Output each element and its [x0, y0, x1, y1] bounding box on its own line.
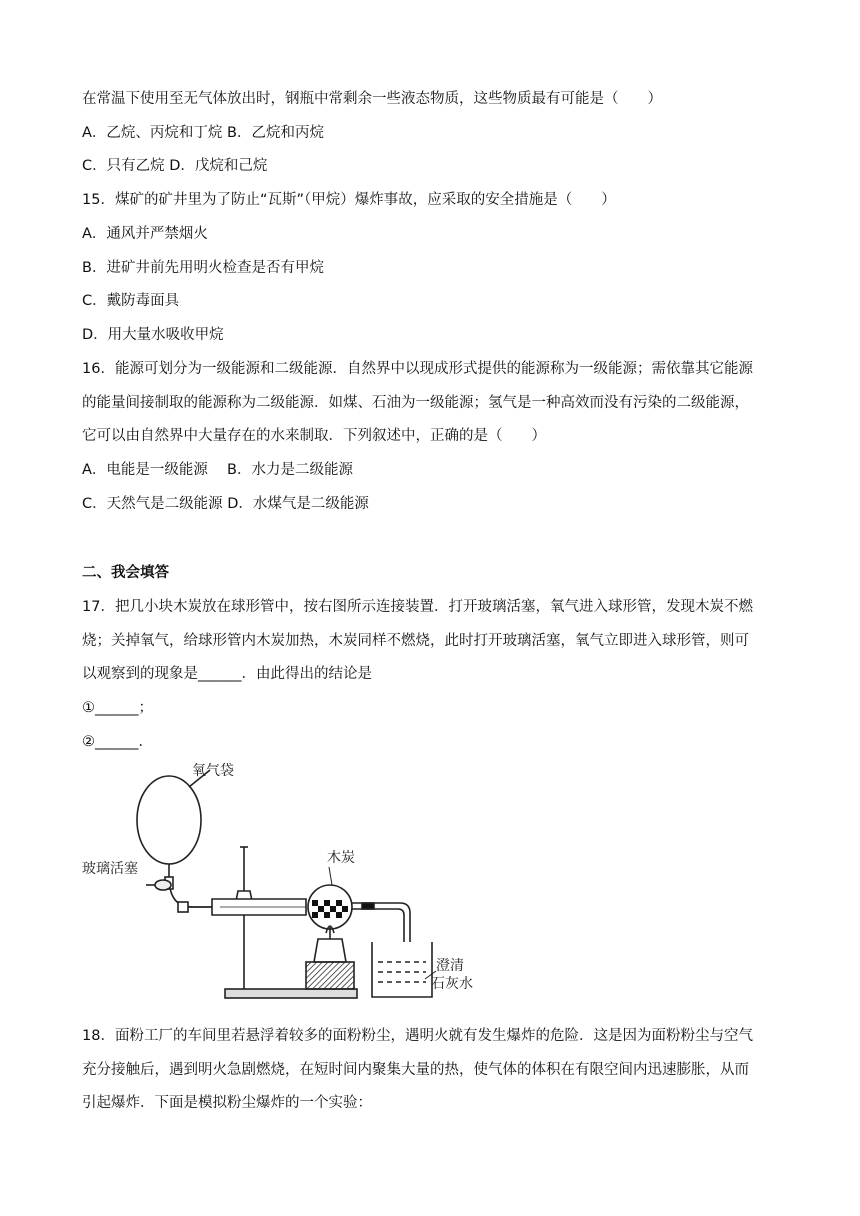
glass-stopcock: [155, 880, 171, 890]
question-stem: 17．把几小块木炭放在球形管中，按右图所示连接装置．打开玻璃活塞，氧气进入球形管，发现木炭不燃: [82, 599, 753, 615]
apparatus-diagram: [80, 757, 476, 1004]
option-line: A．乙烷、丙烷和丁烷 B．乙烷和丙烷: [82, 125, 324, 141]
question-stem: 它可以由自然界中大量存在的水来制取．下列叙述中，正确的是（ ）: [82, 428, 546, 444]
stand-base: [225, 989, 357, 998]
oxygen-bag: [137, 776, 201, 864]
beaker: [372, 942, 432, 997]
question-stem: 烧；关掉氧气，给球形管内木炭加热，木炭同样不燃烧，此时打开玻璃活塞，氧气立即进入球形管，则可: [82, 633, 749, 649]
option-b: B．进矿井前先用明火检查是否有甲烷: [82, 260, 324, 276]
question-stem: 18．面粉工厂的车间里若悬浮着较多的面粉粉尘，遇明火就有发生爆炸的危险．这是因为面粉粉尘与空气: [82, 1028, 753, 1044]
alcohol-lamp: [314, 939, 346, 962]
question-stem: 充分接触后，遇到明火急剧燃烧，在短时间内聚集大量的热，使气体的体积在有限空间内迅速膨胀，从而: [82, 1062, 749, 1078]
option-line: C．天然气是二级能源 D．水煤气是二级能源: [82, 496, 369, 512]
oxygen-bag-label: 氧气袋: [192, 763, 234, 779]
option-d: D．用大量水吸收甲烷: [82, 327, 224, 343]
limewater-label-1: 澄清: [436, 958, 464, 974]
blank-1: ①______；: [82, 700, 153, 716]
option-line: A．电能是一级能源 B．水力是二级能源: [82, 462, 353, 478]
section-heading: 二、我会填答: [82, 565, 169, 581]
option-c: C．戴防毒面具: [82, 293, 180, 309]
option-line: C．只有乙烷 D．戊烷和己烷: [82, 158, 268, 174]
text-line: 在常温下使用至无气体放出时，钢瓶中常剩余一些液态物质，这些物质最有可能是（ ）: [82, 91, 662, 107]
question-stem: 15．煤矿的矿井里为了防止“瓦斯”（甲烷）爆炸事故，应采取的安全措施是（ ）: [82, 192, 616, 208]
stopcock-label: 玻璃活塞: [82, 861, 138, 877]
limewater-label-2: 石灰水: [431, 976, 473, 992]
question-stem: 引起爆炸．下面是模拟粉尘爆炸的一个实验：: [82, 1095, 372, 1111]
question-stem: 16．能源可划分为一级能源和二级能源．自然界中以现成形式提供的能源称为一级能源；需依靠其它能源: [82, 361, 753, 377]
blank-2: ②______．: [82, 734, 153, 750]
lamp-block: [306, 962, 354, 989]
question-stem: 以观察到的现象是______．由此得出的结论是: [82, 666, 372, 682]
charcoal-label: 木炭: [327, 850, 355, 866]
question-stem: 的能量间接制取的能源称为二级能源．如煤、石油为一级能源；氢气是一种高效而没有污染的二级能源，: [82, 395, 749, 411]
option-a: A．通风并严禁烟火: [82, 226, 208, 242]
